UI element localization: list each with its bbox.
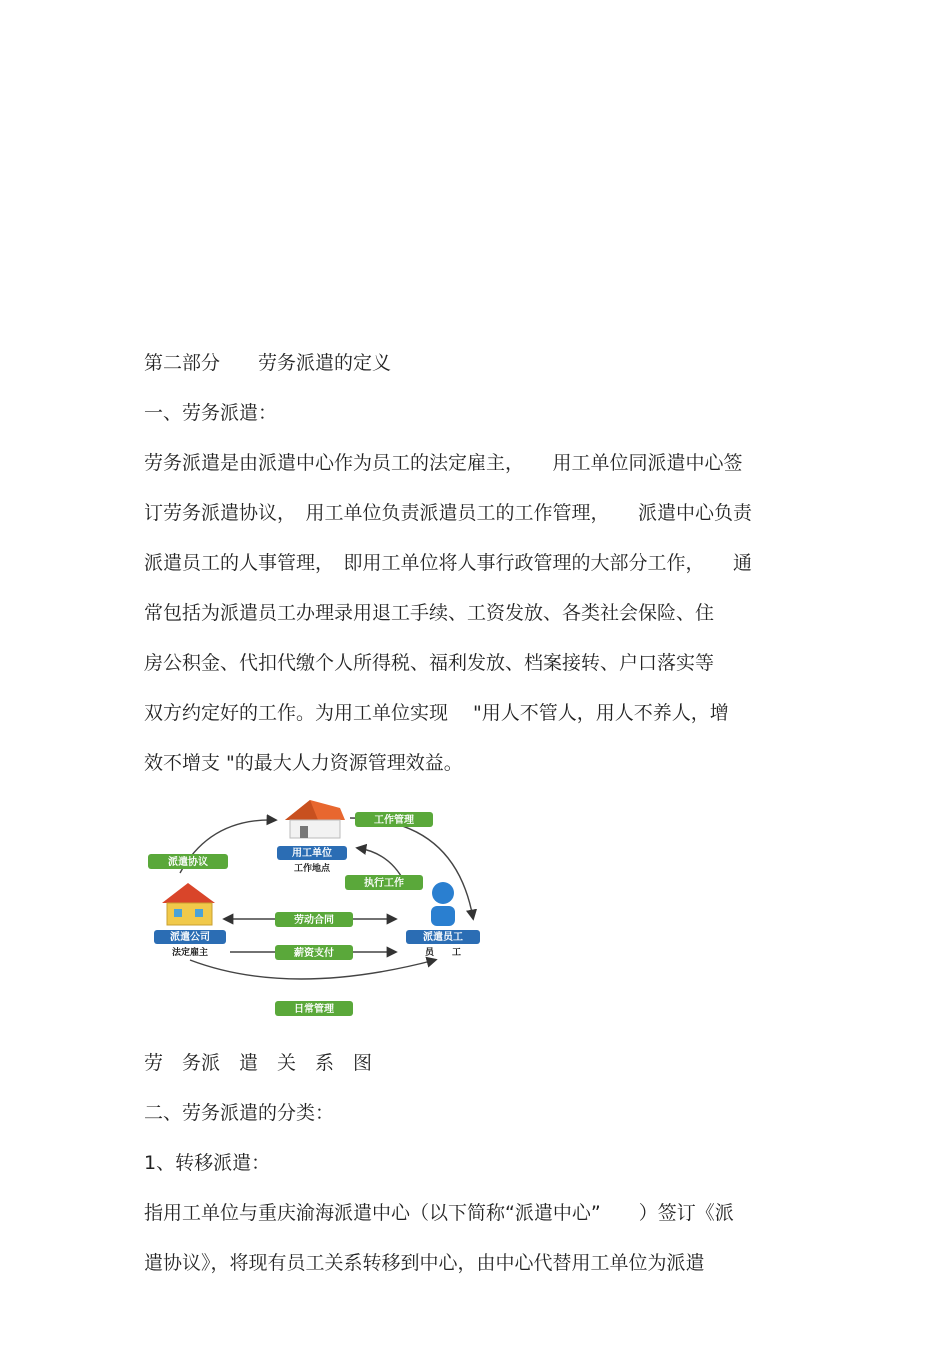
paragraph-line: 遣协议》，将现有员工关系转移到中心，由中心代替用工单位为派遣 [144,1252,705,1274]
paragraph-line: 效不增支 "的最大人力资源管理效益。 [144,752,463,774]
person-icon [431,882,455,926]
section-1-title: 一、劳务派遣： [144,402,278,424]
dispatch-relationship-diagram [140,798,490,1023]
tag-execute-work-label: 执行工作 [364,878,404,889]
tag-salary-payment-label: 薪资支付 [294,948,334,959]
paragraph-line: 指用工单位与重庆渝海派遣中心（以下简称“派遣中心” ）签订《派 [144,1202,734,1224]
subsection-1-title: 1、转移派遣： [144,1152,271,1174]
arrow-daily-management [190,960,435,979]
section-heading: 第二部分 劳务派遣的定义 [144,352,392,374]
paragraph-line: 房公积金、代扣代缴个人所得税、福利发放、档案接转、户口落实等 [144,652,715,674]
tag-daily-management-label: 日常管理 [294,1004,334,1015]
staff-label: 派遣员工 [423,932,463,943]
paragraph-line: 双方约定好的工作。为用工单位实现 "用人不管人，用人不养人，增 [144,702,729,724]
tag-labor-contract-label: 劳动合同 [294,915,334,926]
section-2-title: 二、劳务派遣的分类： [144,1102,335,1124]
employer-label: 用工单位 [292,848,332,859]
paragraph-line: 派遣员工的人事管理， 即用工单位将人事行政管理的大部分工作， 通 [144,552,753,574]
paragraph-line: 劳务派遣是由派遣中心作为员工的法定雇主， 用工单位同派遣中心签 [144,452,743,474]
company-label: 派遣公司 [170,932,210,943]
paragraph-line: 常包括为派遣员工办理录用退工手续、工资发放、各类社会保险、住 [144,602,715,624]
staff-sub: 员 工 [424,948,462,958]
house-icon [285,800,345,838]
tag-work-management-label: 工作管理 [374,815,414,826]
paragraph-line: 订劳务派遣协议， 用工单位负责派遣员工的工作管理， 派遣中心负责 [144,502,753,524]
employer-sub: 工作地点 [293,864,331,874]
company-sub: 法定雇主 [171,948,209,958]
tag-agreement-label: 派遣协议 [168,857,208,868]
arrow-work-management [350,818,473,918]
house-icon [162,883,215,925]
diagram-caption: 劳 务派 遣 关 系 图 [144,1052,373,1074]
